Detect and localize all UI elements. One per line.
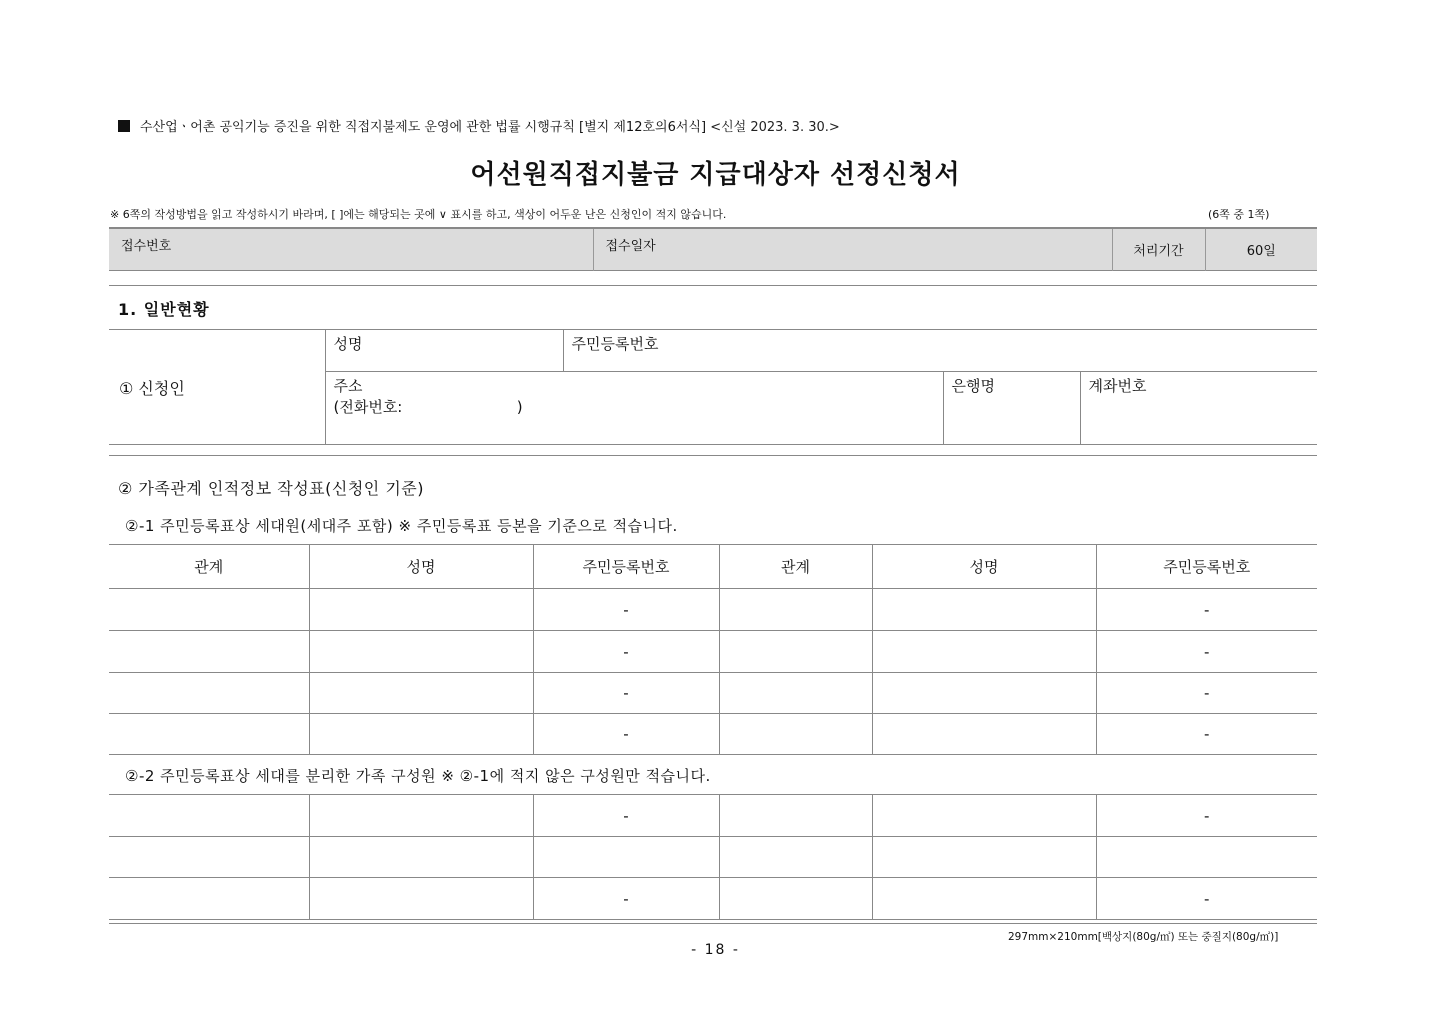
name-cell[interactable] <box>872 795 1096 837</box>
name-label: 성명 <box>333 335 363 353</box>
table-row <box>109 837 1317 878</box>
processing-period-label: 처리기간 <box>1112 228 1205 271</box>
relation-cell[interactable] <box>109 673 309 714</box>
rrn-cell[interactable]: - <box>1096 631 1317 673</box>
household-members-title: ②-1 주민등록표상 세대원(세대주 포함) ※ 주민등록표 등본을 기준으로 적습니다. <box>125 517 678 535</box>
column-header: 관계 <box>719 545 872 589</box>
column-header: 성명 <box>872 545 1096 589</box>
relation-cell[interactable] <box>719 714 872 755</box>
relation-cell[interactable] <box>109 714 309 755</box>
processing-period-value: 60일 <box>1205 228 1317 271</box>
name-cell[interactable] <box>309 795 533 837</box>
form-title: 어선원직접지불금 지급대상자 선정신청서 <box>470 160 961 190</box>
name-cell[interactable] <box>872 837 1096 878</box>
table-row <box>109 631 1317 673</box>
applicant-label: ① 신청인 <box>109 330 325 445</box>
rrn-cell[interactable]: - <box>1096 714 1317 755</box>
name-cell[interactable] <box>309 714 533 755</box>
relation-cell[interactable] <box>719 837 872 878</box>
name-field[interactable] <box>325 330 563 372</box>
name-cell[interactable] <box>872 631 1096 673</box>
paper-spec: 297mm×210mm[백상지(80g/㎡) 또는 중질지(80g/㎡)] <box>1008 931 1279 943</box>
receipt-number-cell[interactable] <box>109 228 593 271</box>
bank-label: 은행명 <box>951 377 995 395</box>
square-bullet-icon <box>118 120 130 132</box>
relation-cell[interactable] <box>719 795 872 837</box>
rrn-cell[interactable]: - <box>533 631 719 673</box>
rrn-cell[interactable]: - <box>533 714 719 755</box>
name-cell[interactable] <box>309 631 533 673</box>
rrn-cell[interactable]: - <box>533 673 719 714</box>
relation-cell[interactable] <box>109 589 309 631</box>
account-label: 계좌번호 <box>1088 377 1147 395</box>
receipt-date-cell[interactable] <box>593 228 1112 271</box>
instruction-note: ※ 6쪽의 작성방법을 읽고 작성하시기 바라며, [ ]에는 해당되는 곳에 ∨ 표시를 하고, 색상이 어두운 난은 신청인이 적지 않습니다. <box>110 208 727 221</box>
column-header: 관계 <box>109 545 309 589</box>
account-field[interactable] <box>1080 372 1317 445</box>
divider <box>109 923 1317 924</box>
column-header: 성명 <box>309 545 533 589</box>
receipt-number-label: 접수번호 <box>121 239 172 254</box>
relation-cell[interactable] <box>109 878 309 920</box>
phone-label: (전화번호: ) <box>333 398 523 416</box>
rrn-cell[interactable]: - <box>1096 589 1317 631</box>
separated-members-table <box>109 794 1317 920</box>
table-row <box>109 714 1317 755</box>
receipt-table <box>109 227 1317 271</box>
column-header: 주민등록번호 <box>1096 545 1317 589</box>
bank-field[interactable] <box>943 372 1080 445</box>
name-cell[interactable] <box>872 589 1096 631</box>
legal-reference <box>118 116 840 135</box>
table-row <box>109 795 1317 837</box>
receipt-date-label: 접수일자 <box>605 239 656 254</box>
rrn-cell[interactable]: - <box>533 878 719 920</box>
household-members-table <box>109 544 1317 755</box>
relation-cell[interactable] <box>109 795 309 837</box>
rrn-cell[interactable]: - <box>533 589 719 631</box>
rrn-cell[interactable]: - <box>1096 795 1317 837</box>
name-cell[interactable] <box>872 673 1096 714</box>
page-count: (6쪽 중 1쪽) <box>1208 208 1270 221</box>
divider <box>109 285 1317 286</box>
name-cell[interactable] <box>872 714 1096 755</box>
name-cell[interactable] <box>309 589 533 631</box>
legal-reference-text: 수산업ㆍ어촌 공익기능 증진을 위한 직접지불제도 운영에 관한 법률 시행규칙 [별지 제12호의6서식] <box>140 120 707 135</box>
rrn-cell[interactable]: - <box>533 795 719 837</box>
rrn-field[interactable] <box>563 330 1317 372</box>
address-label: 주소 <box>333 377 363 395</box>
column-header: 주민등록번호 <box>533 545 719 589</box>
section2-title: ② 가족관계 인적정보 작성표(신청인 기준) <box>118 479 424 498</box>
rrn-cell[interactable]: - <box>1096 878 1317 920</box>
separated-members-title: ②-2 주민등록표상 세대를 분리한 가족 구성원 ※ ②-1에 적지 않은 구성원만 적습니다. <box>125 767 711 785</box>
name-cell[interactable] <box>309 878 533 920</box>
address-field[interactable] <box>325 372 943 445</box>
relation-cell[interactable] <box>109 631 309 673</box>
rrn-label: 주민등록번호 <box>571 335 659 353</box>
section1-title: 1. 일반현황 <box>118 300 210 319</box>
rrn-cell[interactable] <box>1096 837 1317 878</box>
table-row <box>109 589 1317 631</box>
relation-cell[interactable] <box>719 631 872 673</box>
table-row <box>109 673 1317 714</box>
divider <box>109 455 1317 456</box>
rrn-cell[interactable] <box>533 837 719 878</box>
name-cell[interactable] <box>309 837 533 878</box>
relation-cell[interactable] <box>719 673 872 714</box>
relation-cell[interactable] <box>719 878 872 920</box>
relation-cell[interactable] <box>109 837 309 878</box>
name-cell[interactable] <box>872 878 1096 920</box>
page-number: - 18 - <box>691 942 740 958</box>
rrn-cell[interactable]: - <box>1096 673 1317 714</box>
table-row <box>109 878 1317 920</box>
relation-cell[interactable] <box>719 589 872 631</box>
name-cell[interactable] <box>309 673 533 714</box>
amendment-note: <신설 2023. 3. 30.> <box>710 120 840 135</box>
applicant-table <box>109 329 1317 445</box>
